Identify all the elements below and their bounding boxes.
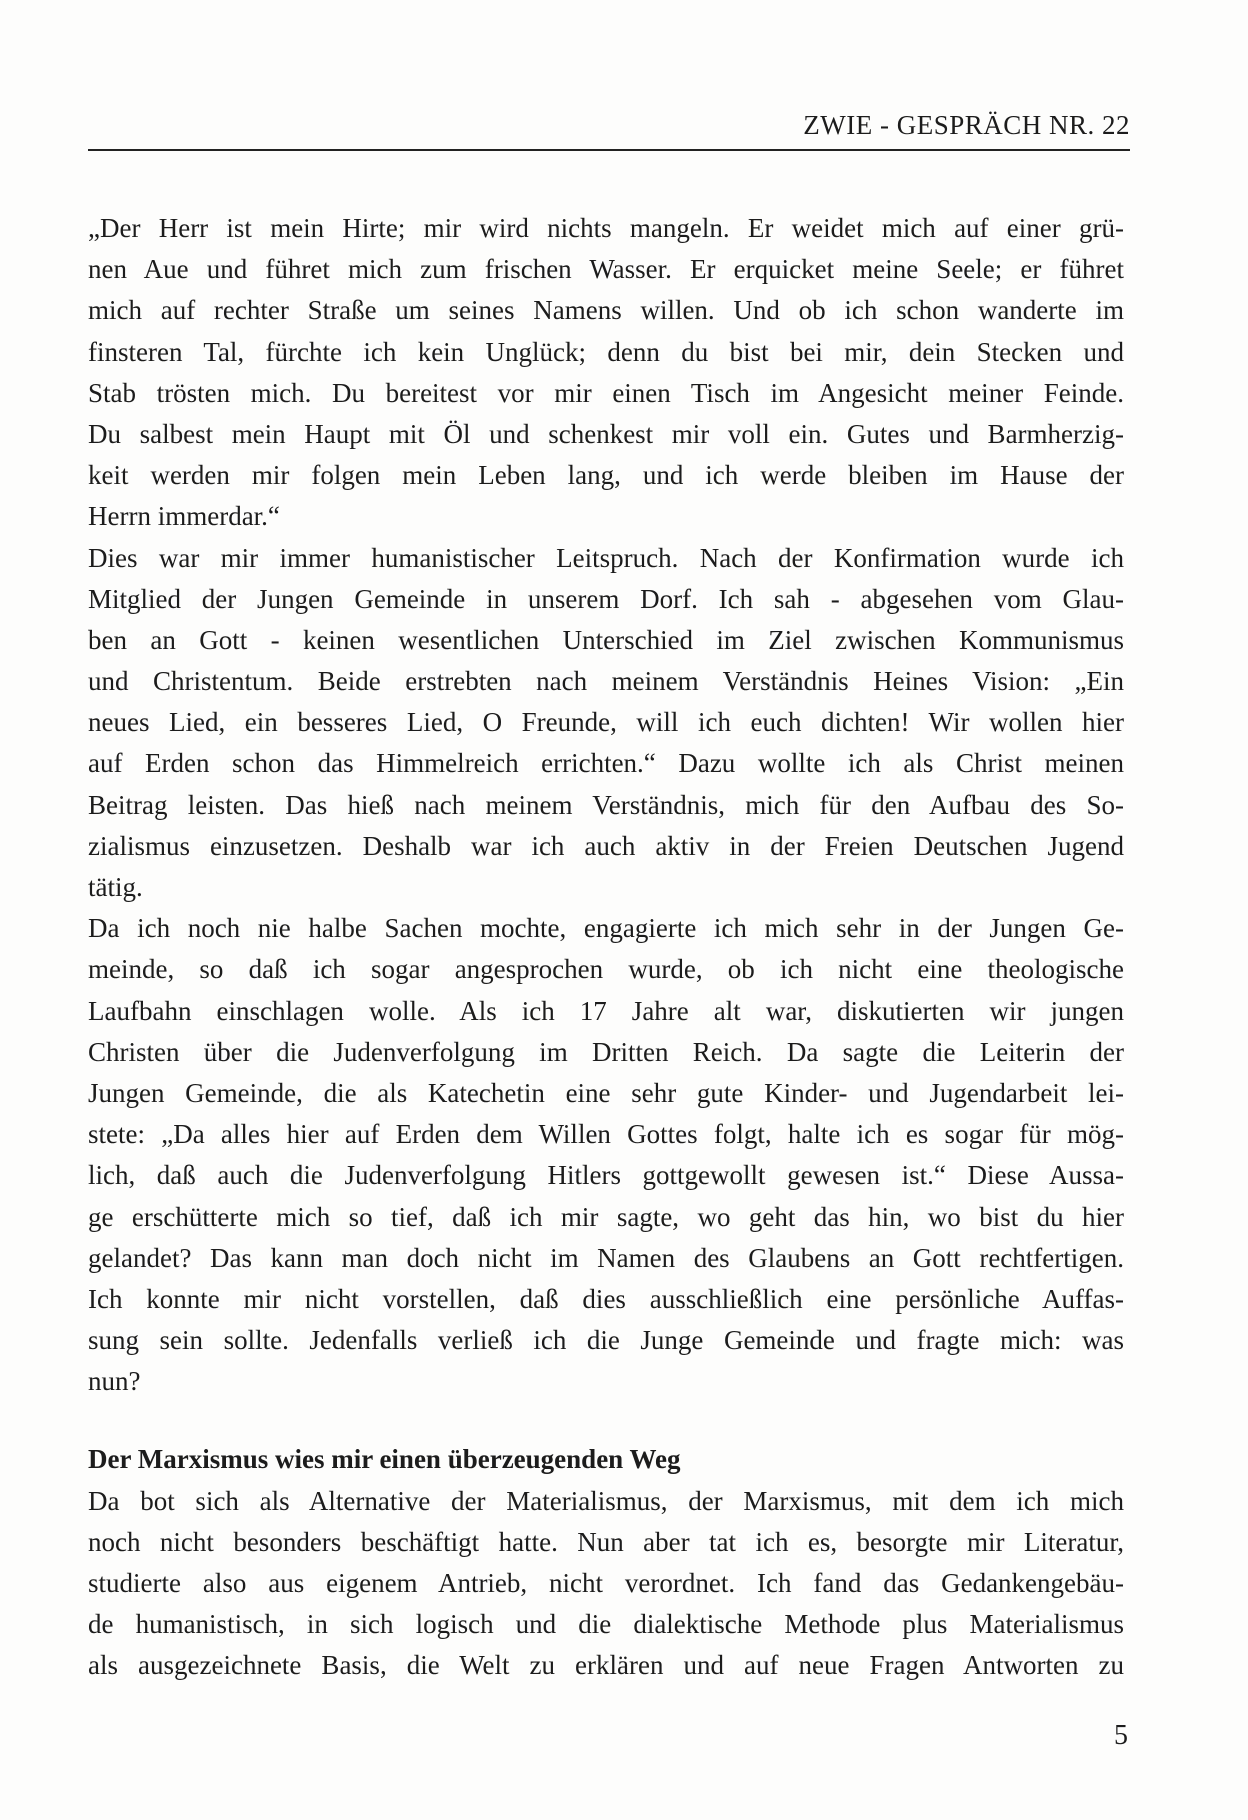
text-line: finsteren Tal, fürchte ich kein Unglück; denn du bist bei mir, dein Stecken und [88, 336, 1124, 367]
text-line: tätig. [88, 872, 143, 902]
text-line: Da bot sich als Alternative der Materialismus, der Marxismus, mit dem ich mich [88, 1485, 1124, 1516]
text-line: Laufbahn einschlagen wolle. Als ich 17 Jahre alt war, diskutierten wir jungen [88, 995, 1124, 1026]
text-line: nen Aue und führet mich zum frischen Wasser. Er erquicket meine Seele; er führet [88, 254, 1124, 285]
text-line: Da ich noch nie halbe Sachen mochte, engagierte ich mich sehr in der Jungen Ge- [88, 913, 1124, 944]
text-line: gelandet? Das kann man doch nicht im Namen des Glaubens an Gott rechtfertigen. [88, 1242, 1124, 1273]
text-line: studierte also aus eigenem Antrieb, nicht verordnet. Ich fand das Gedankengebäu- [88, 1568, 1124, 1598]
text-line: und Christentum. Beide erstrebten nach meinem Verständnis Heines Vision: „Ein [88, 666, 1124, 697]
text-line: de humanistisch, in sich logisch und die dialektische Methode plus Materialismus [88, 1609, 1124, 1640]
text-line: Du salbest mein Haupt mit Öl und schenkest mir voll ein. Gutes und Barmherzig- [88, 418, 1124, 449]
text-line: als ausgezeichnete Basis, die Welt zu erklären und auf neue Fragen Antworten zu [88, 1650, 1124, 1681]
text-line: mich auf rechter Straße um seines Namens willen. Und ob ich schon wanderte im [88, 295, 1124, 326]
page-number: 5 [1114, 1720, 1128, 1751]
text-line: Beitrag leisten. Das hieß nach meinem Verständnis, mich für den Aufbau des So- [88, 789, 1124, 820]
body-text [88, 208, 1124, 1687]
text-line: Dies war mir immer humanistischer Leitspruch. Nach der Konfirmation wurde ich [88, 542, 1124, 573]
text-line: lich, daß auch die Judenverfolgung Hitlers gottgewollt gewesen ist.“ Diese Aussa- [88, 1160, 1124, 1191]
text-line: Christen über die Judenverfolgung im Dritten Reich. Da sagte die Leiterin der [88, 1036, 1124, 1067]
text-line: noch nicht besonders beschäftigt hatte. Nun aber tat ich es, besorgte mir Literatur, [88, 1526, 1124, 1557]
section-heading: Der Marxismus wies mir einen überzeugenden Weg [88, 1444, 681, 1475]
running-header: ZWIE - GESPRÄCH NR. 22 [803, 110, 1130, 140]
text-line: „Der Herr ist mein Hirte; mir wird nichts mangeln. Er weidet mich auf einer grü- [88, 213, 1124, 243]
text-line: Ich konnte mir nicht vorstellen, daß dies ausschließlich eine persönliche Auffas- [88, 1283, 1124, 1314]
text-line: nun? [88, 1366, 141, 1397]
text-line: zialismus einzusetzen. Deshalb war ich auch aktiv in der Freien Deutschen Jugend [88, 830, 1124, 861]
text-line: ge erschütterte mich so tief, daß ich mir sagte, wo geht das hin, wo bist du hier [88, 1201, 1124, 1232]
text-line: Jungen Gemeinde, die als Katechetin eine sehr gute Kinder- und Jugendarbeit lei- [88, 1077, 1124, 1108]
text-line: neues Lied, ein besseres Lied, O Freunde, will ich euch dichten! Wir wollen hier [88, 707, 1124, 738]
text-line: keit werden mir folgen mein Leben lang, und ich werde bleiben im Hause der [88, 460, 1124, 491]
text-line: meinde, so daß ich sogar angesprochen wurde, ob ich nicht eine theologische [88, 954, 1124, 985]
text-line: Herrn immerdar.“ [88, 501, 280, 532]
text-line: Mitglied der Jungen Gemeinde in unserem Dorf. Ich sah - abgesehen vom Glau- [88, 583, 1124, 614]
text-line: ben an Gott - keinen wesentlichen Unterschied im Ziel zwischen Kommunismus [88, 624, 1124, 655]
header-rule [88, 149, 1130, 151]
text-line: auf Erden schon das Himmelreich errichten.“ Dazu wollte ich als Christ meinen [88, 748, 1124, 779]
text-line: Stab trösten mich. Du bereitest vor mir einen Tisch im Angesicht meiner Feinde. [88, 377, 1124, 408]
text-line: stete: „Da alles hier auf Erden dem Willen Gottes folgt, halte ich es sogar für mög- [88, 1119, 1124, 1150]
text-line: sung sein sollte. Jedenfalls verließ ich die Junge Gemeinde und fragte mich: was [88, 1325, 1124, 1356]
